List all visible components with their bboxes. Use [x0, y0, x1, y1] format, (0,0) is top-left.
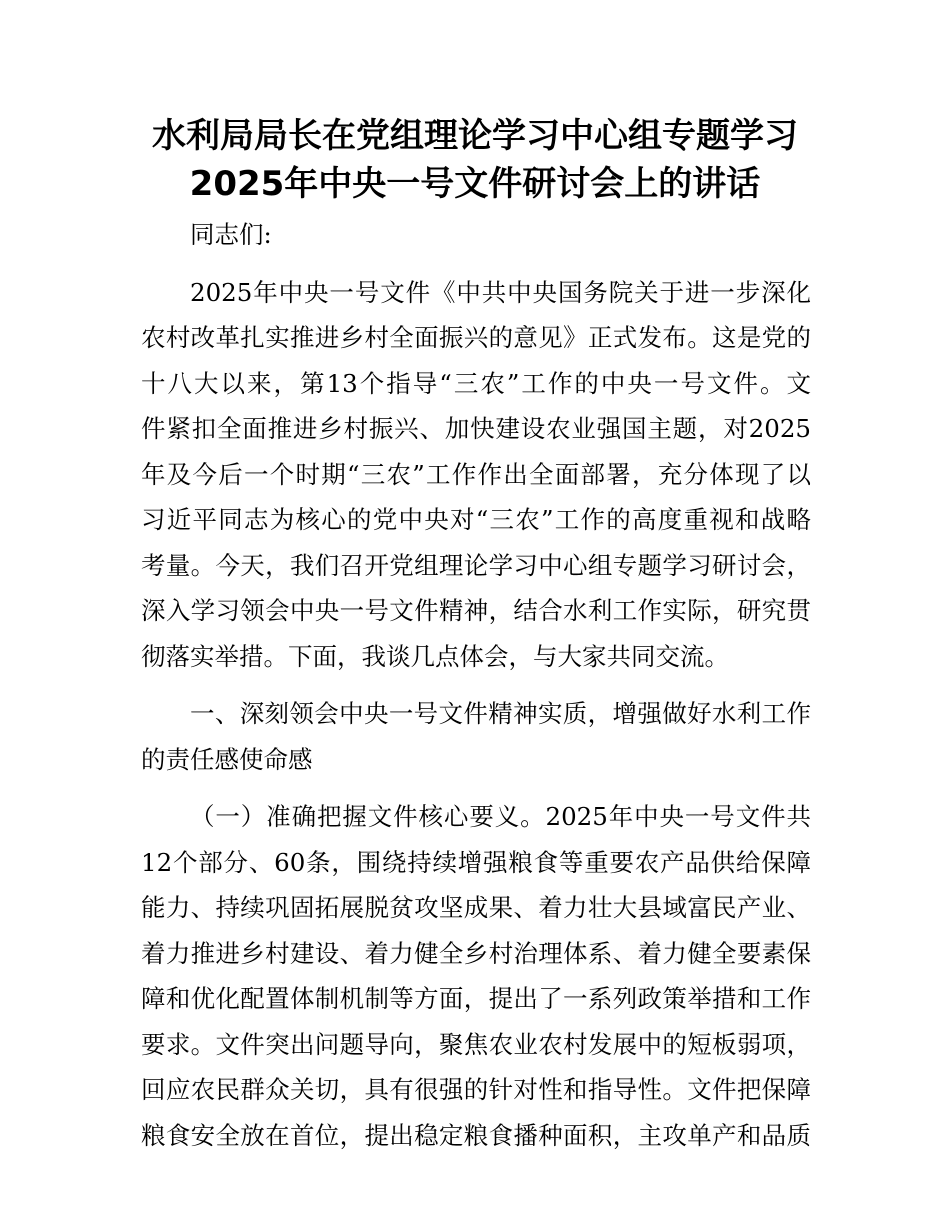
document-body — [141, 212, 811, 1158]
paragraph-line: 粮食安全放在首位，提出稳定粮食播种面积，主攻单产和品质 — [141, 1120, 811, 1150]
paragraph-line: （一）准确把握文件核心要义。2025年中央一号文件共 — [190, 802, 811, 831]
paragraph-line: 深入学习领会中央一号文件精神，结合水利工作实际，研究贯 — [141, 596, 811, 625]
paragraph-line: 障和优化配置体制机制等方面，提出了一系列政策举措和工作 — [141, 984, 811, 1013]
paragraph-gap — [141, 782, 811, 794]
paragraph-line: 彻落实举措。下面，我谈几点体会，与大家共同交流。 — [141, 641, 729, 671]
salutation — [141, 212, 811, 258]
title-line-2: 2025年中央一号文件研讨会上的讲话 — [189, 164, 761, 204]
paragraph-line: 习近平同志为核心的党中央对“三农”工作的高度重视和战略 — [141, 505, 811, 534]
paragraph-line: 2025年中央一号文件《中共中央国务院关于进一步深化 — [190, 277, 811, 307]
paragraph-line: 年及今后一个时期“三农”工作作出全面部署，充分体现了以 — [141, 459, 811, 489]
section-heading-1 — [141, 691, 811, 782]
section-heading-line: 的责任感使命感 — [141, 744, 313, 774]
paragraph-line: 要求。文件突出问题导向，聚焦农业农村发展中的短板弱项， — [141, 1029, 811, 1059]
paragraph-intro — [141, 270, 811, 680]
paragraph-line: 件紧扣全面推进乡村振兴、加快建设农业强国主题，对2025 — [141, 414, 811, 443]
section-heading-line: 一、深刻领会中央一号文件精神实质，增强做好水利工作 — [190, 699, 811, 728]
paragraph-line: 着力推进乡村建设、着力健全乡村治理体系、着力健全要素保 — [141, 938, 811, 968]
paragraph-line: 十八大以来，第13个指导“三农”工作的中央一号文件。文 — [141, 368, 811, 398]
paragraph-line: 考量。今天，我们召开党组理论学习中心组专题学习研讨会， — [141, 550, 811, 580]
document-title — [120, 112, 830, 208]
paragraph-line: 回应农民群众关切，具有很强的针对性和指导性。文件把保障 — [141, 1075, 811, 1104]
salutation-text: 同志们: — [190, 220, 272, 249]
paragraph-line: 农村改革扎实推进乡村全面振兴的意见》正式发布。这是党的 — [141, 323, 811, 352]
paragraph-section-1-1 — [141, 794, 811, 1158]
paragraph-line: 12个部分、60条，围绕持续增强粮食等重要农产品供给保障 — [141, 847, 811, 877]
paragraph-line: 能力、持续巩固拓展脱贫攻坚成果、着力壮大县域富民产业、 — [141, 893, 811, 922]
paragraph-gap — [141, 258, 811, 270]
paragraph-gap — [141, 679, 811, 691]
title-line-1: 水利局局长在党组理论学习中心组专题学习 — [152, 116, 798, 156]
